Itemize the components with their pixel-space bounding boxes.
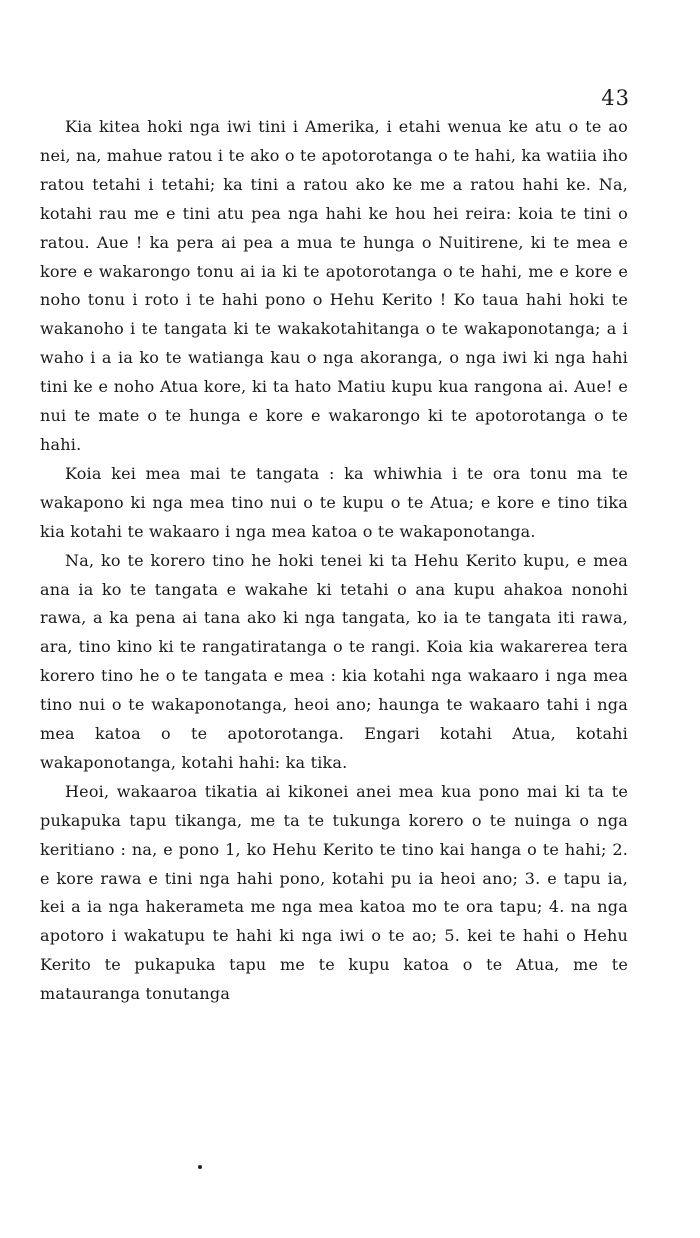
body-text (40, 113, 628, 1009)
paragraph: Heoi, wakaaroa tikatia ai kikonei anei mea kua pono mai ki ta te pukapuka tapu tikanga, me ta te tukunga korero o te nuinga o nga keritiano : na, e pono 1, ko Hehu Kerito te tino kai hanga o te hahi; 2. e kore rawa e tini nga hahi pono, kotahi pu ia heoi ano; 3. e tapu ia, kei a ia nga hakerameta me nga mea katoa mo te ora tapu; 4. na nga apotoro i wakatupu te hahi ki nga iwi o te ao; 5. kei te hahi o Hehu Kerito te pukapuka tapu me te kupu katoa o te Atua, me te matauranga tonutanga (40, 781, 628, 1004)
paragraph: Koia kei mea mai te tangata : ka whiwhia i te ora tonu ma te wakapono ki nga mea tino nui o te kupu o te Atua; e kore e tino tika kia kotahi te wakaaro i nga mea katoa o te wakaponotanga. (40, 463, 628, 541)
paragraph: Kia kitea hoki nga iwi tini i Amerika, i etahi wenua ke atu o te ao nei, na, mahue ratou i te ako o te apotorotanga o te hahi, ka watiia iho ratou tetahi i tetahi; ka tini a ratou ako ke me a ratou hahi ke. Na, kotahi rau me e tini atu pea nga hahi ke hou hei reira: koia te tini o ratou. Aue ! ka pera ai pea a mua te hunga o Nuitirene, ki te mea e kore e wakarongo tonu ai ia ki te apotorotanga o te hahi, me e kore e noho tonu i roto i te hahi pono o Hehu Kerito ! Ko taua hahi hoki te wakanoho i te tangata ki te wakakotahitanga o te wakaponotanga; a i waho i a ia ko te watianga kau o nga akoranga, o nga iwi ki nga hahi tini ke e noho Atua kore, ki ta hato Matiu kupu kua rangona ai. Aue! e nui te mate o te hunga e kore e wakarongo ki te apotorotanga o te hahi. (40, 117, 628, 454)
page-number: 43 (601, 86, 630, 110)
ink-speck (198, 1165, 202, 1169)
paragraph: Na, ko te korero tino he hoki tenei ki ta Hehu Kerito kupu, e mea ana ia ko te tangata e wakahe ki tetahi o ana kupu ahakoa nonohi rawa, a ka pena ai tana ako ki nga tangata, ko ia te tangata iti rawa, ara, tino kino ki te rangatiratanga o te rangi. Koia kia wakarerea tera korero tino he o te tangata e mea : kia kotahi nga wakaaro i nga mea tino nui o te wakaponotanga, heoi ano; haunga te wakaaro tahi i nga mea katoa o te apotorotanga. Engari kotahi Atua, kotahi wakaponotanga, kotahi hahi: ka tika. (40, 550, 628, 772)
